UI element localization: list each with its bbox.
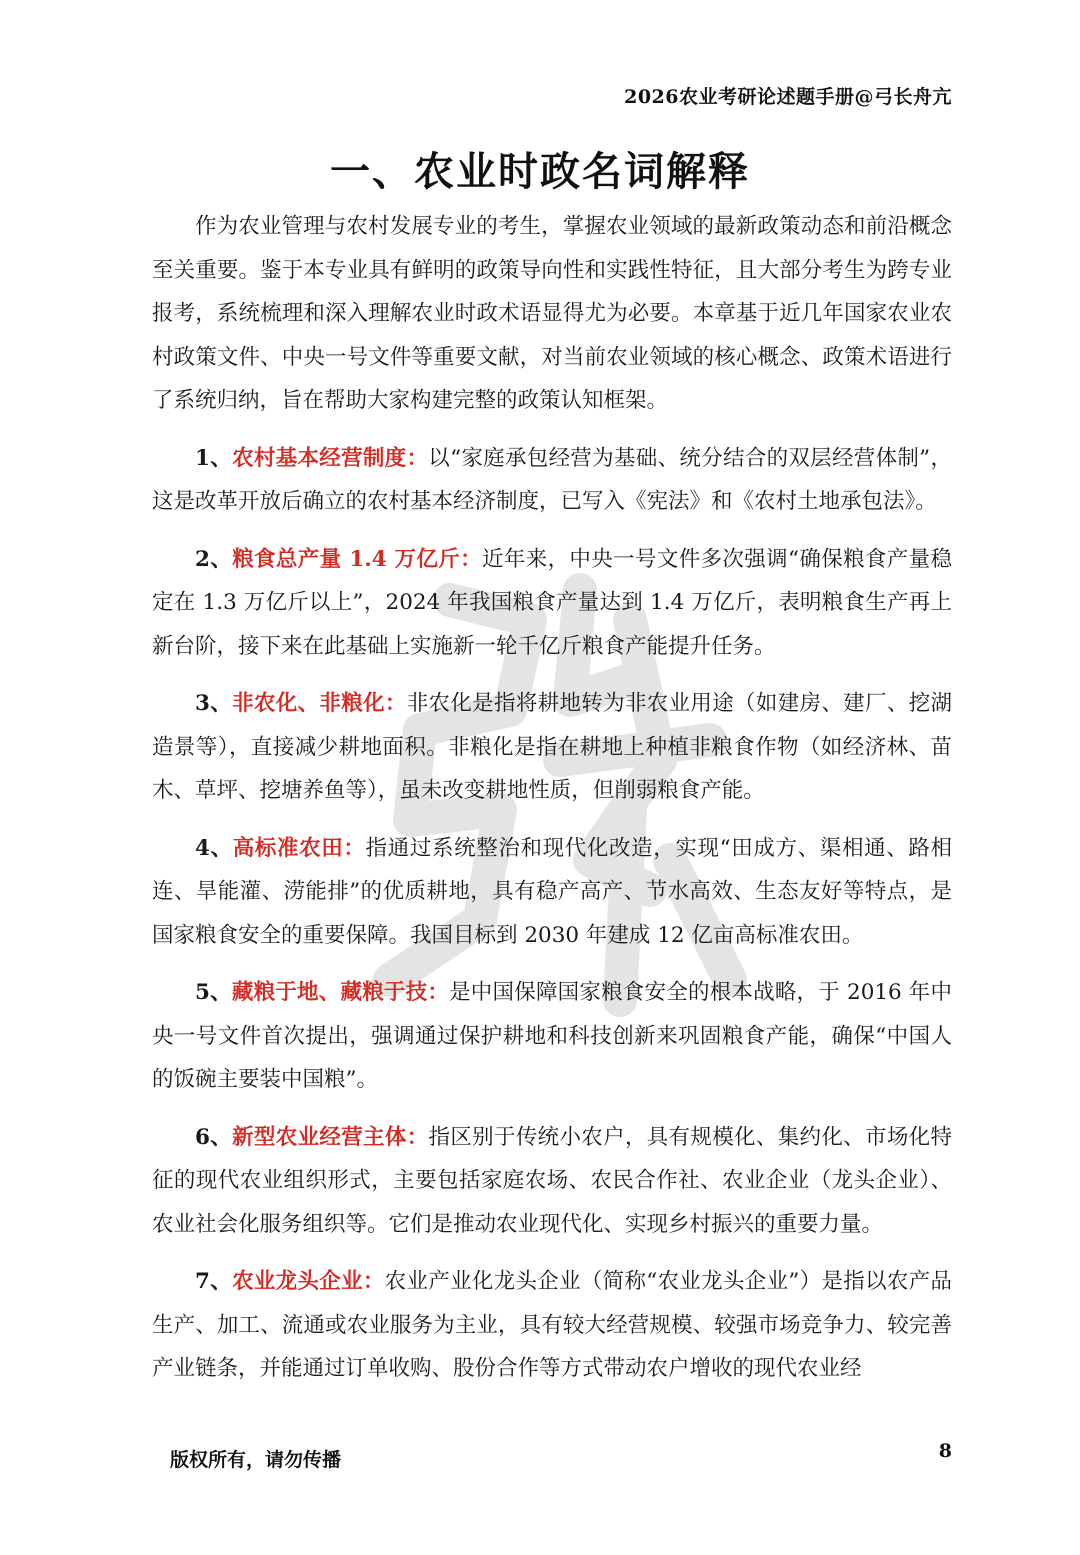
term-number: 2、 (195, 546, 233, 572)
term-name: 藏粮于地、藏粮于技： (231, 980, 450, 1005)
page-number: 8 (938, 1440, 952, 1462)
term-number: 3、 (195, 691, 233, 716)
main-content (152, 205, 952, 1405)
term-definition: 农业产业化龙头企业（简称“农业龙头企业”）是指以农产品生产、加工、流通或农业服务为主业，具有较大经营规模、较强市场竞争力、较完善产业链条，并能通过订单收购、股份合作等方式带动农户增收的现代农业经 (152, 1269, 952, 1381)
term-number: 6、 (195, 1124, 233, 1150)
section-title: 一、农业时政名词解释 (330, 148, 750, 195)
term-name: 高标准农田： (232, 835, 366, 861)
term-definition: 非农化是指将耕地转为非农业用途（如建房、建厂、挖湖造景等），直接减少耕地面积。非粮化是指在耕地上种植非粮食作物（如经济林、苗木、草坪、挖塘养鱼等），虽未改变耕地性质，但削弱粮食产能。 (152, 691, 952, 803)
term-number: 4、 (195, 835, 233, 861)
term-name: 农村基本经营制度： (232, 445, 429, 471)
term-definition: 指区别于传统小农户，具有规模化、集约化、市场化特征的现代农业组织形式，主要包括家庭农场、农民合作社、农业企业（龙头企业）、农业社会化服务组织等。它们是推动农业现代化、实现乡村振兴的重要力量。 (152, 1124, 952, 1237)
term-name: 非农化、非粮化： (232, 691, 407, 716)
term-number: 5、 (195, 980, 232, 1005)
copyright-notice: 版权所有，请勿传播 (170, 1449, 342, 1471)
term-entry-5 (152, 971, 952, 1102)
term-entry-4 (152, 827, 952, 958)
term-definition: 是中国保障国家粮食安全的根本战略，于 2016 年中央一号文件首次提出，强调通过保护耕地和科技创新来巩固粮食产能，确保“中国人的饭碗主要装中国粮”。 (152, 980, 952, 1092)
term-name: 新型农业经营主体： (232, 1124, 429, 1150)
page-header: 2026农业考研论述题手册@弓长舟亢 (624, 86, 952, 108)
term-definition: 指通过系统整治和现代化改造，实现“田成方、渠相通、路相连、旱能灌、涝能排”的优质耕地，具有稳产高产、节水高效、生态友好等特点，是国家粮食安全的重要保障。我国目标到 2030 年建成 12 亿亩高标准农田。 (152, 835, 952, 948)
term-entry-2 (152, 538, 952, 669)
term-entry-1 (152, 437, 952, 524)
term-number: 7、 (195, 1269, 233, 1294)
term-entry-3 (152, 682, 952, 813)
term-definition: 近年来，中央一号文件多次强调“确保粮食产量稳定在 1.3 万亿斤以上”，2024 年我国粮食产量达到 1.4 万亿斤，表明粮食生产再上新台阶，接下来在此基础上实施新一轮千亿斤粮食产能提升任务。 (152, 546, 952, 659)
term-entry-7 (152, 1260, 952, 1391)
term-name: 农业龙头企业： (232, 1269, 385, 1294)
term-definition: 以“家庭承包经营为基础、统分结合的双层经营体制”，这是改革开放后确立的农村基本经济制度，已写入《宪法》和《农村土地承包法》。 (152, 445, 952, 514)
term-name: 粮食总产量 1.4 万亿斤： (232, 546, 482, 572)
term-entry-6 (152, 1116, 952, 1247)
term-number: 1、 (195, 445, 233, 471)
intro-paragraph: 作为农业管理与农村发展专业的考生，掌握农业领域的最新政策动态和前沿概念至关重要。鉴于本专业具有鲜明的政策导向性和实践性特征，且大部分考生为跨专业报考，系统梳理和深入理解农业时政术语显得尤为必要。本章基于近几年国家农业农村政策文件、中央一号文件等重要文献，对当前农业领域的核心概念、政策术语进行了系统归纳，旨在帮助大家构建完整的政策认知框架。 (152, 214, 952, 413)
